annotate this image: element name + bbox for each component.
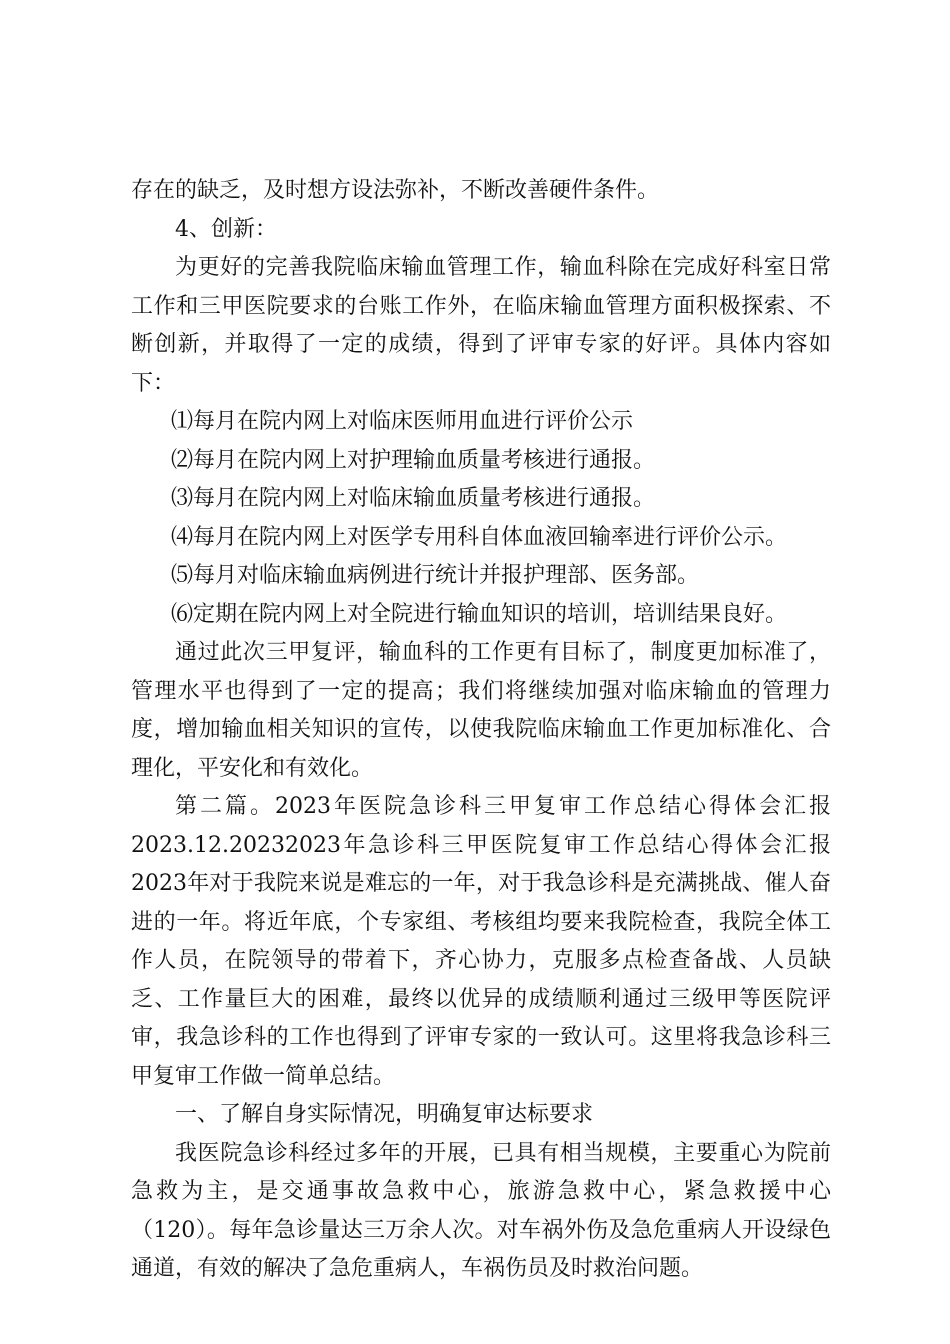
list-item-1: ⑴每月在院内网上对临床医师用血进行评价公示 — [171, 409, 634, 434]
list-item-2: ⑵每月在院内网上对护理输血质量考核进行通报。 — [171, 447, 656, 473]
section-heading-innovation: 4、创新： — [175, 216, 277, 242]
paragraph-emergency-dept: 我医院急诊科经过多年的开展，已具有相当规模，主要重心为院前急救为主，是交通事故急救中心，旅游急救中心，紧急救援中心（120）。每年急诊量达三万余人次。对车祸外伤及急危重病人开设绿色通道，有效的解决了急危重病人，车祸伤员及时救治问题。 — [131, 1140, 831, 1281]
list-item-5: ⑸每月对临床输血病例进行统计并报护理部、医务部。 — [171, 563, 700, 588]
paragraph-innovation-intro: 为更好的完善我院临床输血管理工作，输血科除在完成好科室日常工作和三甲医院要求的台账工作外，在临床输血管理方面积极探索、不断创新，并取得了一定的成绩，得到了评审专家的好评。具体内容如下： — [131, 255, 831, 396]
paragraph-summary: 通过此次三甲复评，输血科的工作更有目标了，制度更加标准了，管理水平也得到了一定的提高；我们将继续加强对临床输血的管理力度，增加输血相关知识的宣传，以使我院临床输血工作更加标准化、合理化，平安化和有效化。 — [131, 640, 831, 781]
list-item-6: ⑹定期在院内网上对全院进行输血知识的培训，培训结果良好。 — [171, 601, 788, 627]
paragraph-second-article: 第二篇。2023年医院急诊科三甲复审工作总结心得体会汇报2023.12.20232023年急诊科三甲医院复审工作总结心得体会汇报2023年对于我院来说是难忘的一年，对于我急诊科是充满挑战、催人奋进的一年。将近年底，个专家组、考核组均要来我院检查，我院全体工作人员，在院领导的带着下，齐心协力，克服多点检查备战、人员缺乏、工作量巨大的困难，最终以优异的成绩顺利通过三级甲等医院评审，我急诊科的工作也得到了评审专家的一致认可。这里将我急诊科三甲复审工作做一简单总结。 — [131, 794, 831, 1089]
list-item-4: ⑷每月在院内网上对医学专用科自体血液回输率进行评价公示。 — [171, 524, 788, 550]
list-item-3: ⑶每月在院内网上对临床输血质量考核进行通报。 — [171, 486, 656, 511]
document-body — [131, 172, 831, 1289]
paragraph-continuation: 存在的缺乏，及时想方设法弥补，不断改善硬件条件。 — [131, 178, 660, 203]
section-heading-one: 一、了解自身实际情况，明确复审达标要求 — [175, 1102, 594, 1127]
